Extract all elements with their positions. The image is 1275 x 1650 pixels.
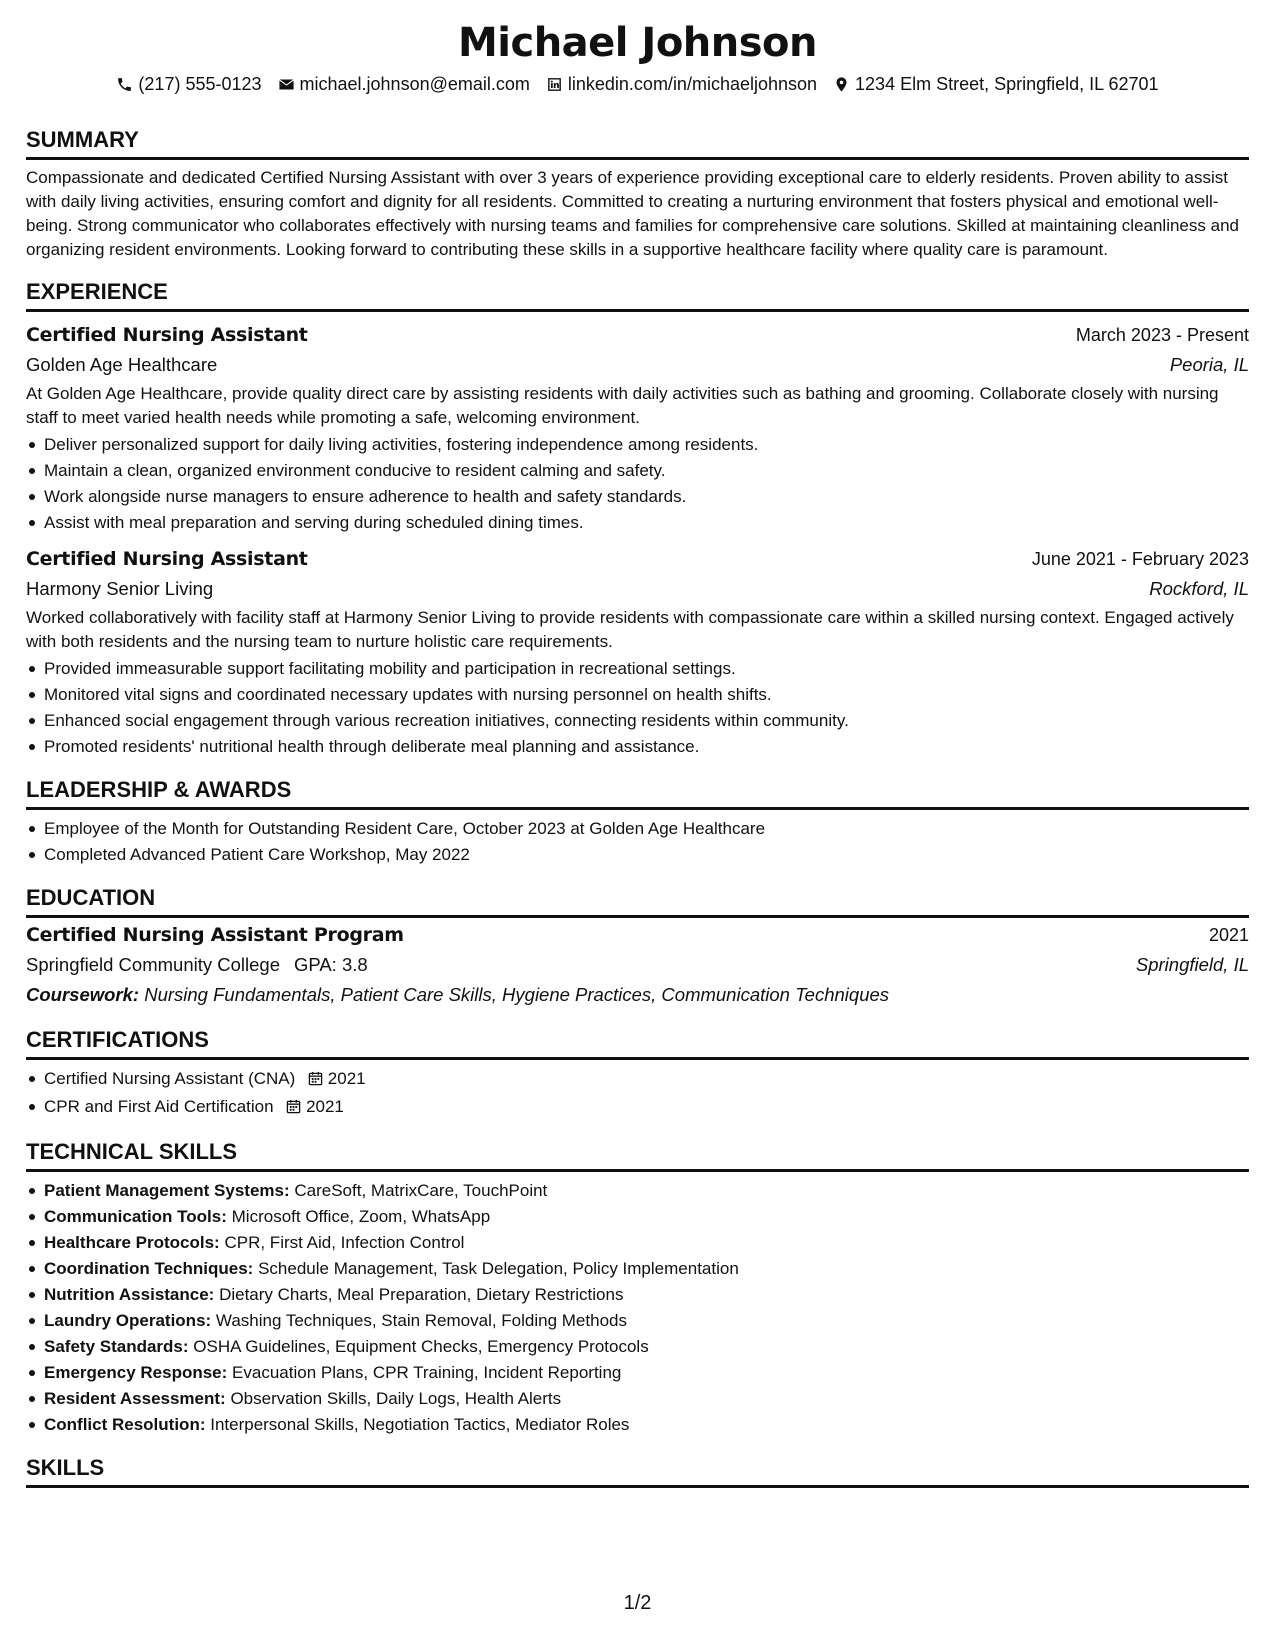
list-item (26, 1256, 1249, 1282)
education-gpa: GPA: 3.8 (293, 954, 368, 975)
job-title: Certified Nursing Assistant (26, 548, 308, 570)
page-number: 1/2 (623, 1592, 652, 1614)
map-pin-icon (833, 76, 850, 93)
job-description: Worked collaboratively with facility staff at Harmony Senior Living to provide residents with compassionate care within a skilled nursing context. Engaged actively with both residents and the nursing team to nurture holistic care requirements. (26, 608, 1234, 651)
skill-label: Coordination Techniques: (44, 1259, 254, 1278)
phone-text: (217) 555-0123 (138, 74, 262, 94)
section-title-technical-skills: TECHNICAL SKILLS (26, 1138, 1249, 1172)
skill-value: Evacuation Plans, CPR Training, Incident Reporting (232, 1363, 622, 1382)
job-entry (26, 544, 1249, 760)
job-dates: June 2021 - February 2023 (1031, 549, 1249, 569)
list-item (26, 1334, 1249, 1360)
list-item: Maintain a clean, organized environment conducive to resident calming and safety. (26, 458, 1249, 484)
skill-label: Resident Assessment: (44, 1389, 226, 1408)
contact-email[interactable] (278, 72, 530, 96)
calendar-icon (308, 1068, 323, 1094)
awards-section (26, 776, 1249, 868)
list-item: Work alongside nurse managers to ensure adherence to health and safety standards. (26, 484, 1249, 510)
section-title-experience: EXPERIENCE (26, 278, 1249, 312)
skill-label: Conflict Resolution: (44, 1415, 206, 1434)
phone-icon (116, 76, 133, 93)
section-title-certifications: CERTIFICATIONS (26, 1026, 1249, 1060)
section-title-education: EDUCATION (26, 884, 1249, 918)
skill-value: Dietary Charts, Meal Preparation, Dietary Restrictions (219, 1285, 624, 1304)
section-title-awards: LEADERSHIP & AWARDS (26, 776, 1249, 810)
linkedin-text: linkedin.com/in/michaeljohnson (567, 74, 818, 94)
skill-label: Nutrition Assistance: (44, 1285, 215, 1304)
technical-skills-section (26, 1138, 1249, 1438)
job-description: At Golden Age Healthcare, provide quality direct care by assisting residents with daily activities such as bathing and grooming. Collaborate closely with nursing staff to meet varied health needs while promoting a safe, welcoming environment. (26, 384, 1219, 427)
certifications-section (26, 1026, 1249, 1122)
skill-label: Emergency Response: (44, 1363, 228, 1382)
skill-label: Patient Management Systems: (44, 1181, 290, 1200)
coursework-text: Nursing Fundamentals, Patient Care Skills, Hygiene Practices, Communication Techniques (144, 984, 890, 1005)
experience-section (26, 278, 1249, 760)
list-item (26, 1386, 1249, 1412)
list-item (26, 1230, 1249, 1256)
skills-section (26, 1454, 1249, 1488)
list-item: Monitored vital signs and coordinated necessary updates with nursing personnel on health shifts. (26, 682, 1249, 708)
section-title-summary: SUMMARY (26, 126, 1249, 160)
address-text: 1234 Elm Street, Springfield, IL 62701 (855, 74, 1159, 94)
list-item (26, 1308, 1249, 1334)
summary-section (26, 126, 1249, 262)
skill-value: CareSoft, MatrixCare, TouchPoint (294, 1181, 548, 1200)
list-item: Deliver personalized support for daily living activities, fostering independence among residents. (26, 432, 1249, 458)
education-section (26, 884, 1249, 1010)
contact-linkedin[interactable] (546, 72, 817, 96)
email-text: michael.johnson@email.com (299, 74, 530, 94)
candidate-name: Michael Johnson (457, 20, 818, 66)
list-item (26, 1204, 1249, 1230)
certifications-list (26, 1066, 1249, 1122)
contact-address (833, 72, 1159, 96)
list-item (26, 1094, 1249, 1122)
job-location: Rockford, IL (1149, 578, 1249, 599)
certification-year: 2021 (327, 1069, 366, 1088)
linkedin-icon (546, 76, 563, 93)
list-item (26, 1412, 1249, 1438)
summary-text: Compassionate and dedicated Certified Nursing Assistant with over 3 years of experience providing exceptional care to elderly residents. Proven ability to assist with daily living activities, ensuring comfort and dignity for all residents. Committed to creating a nurturing environment that fosters physical and emotional well-being. Strong communicator who collaborates effectively with nursing teams and families for comprehensive care solutions. Skilled at maintaining cleanliness and organizing resident environments. Looking forward to contributing these skills in a supportive healthcare facility where quality care is paramount. (26, 168, 1239, 259)
job-dates: March 2023 - Present (1075, 325, 1249, 345)
list-item: Completed Advanced Patient Care Workshop, May 2022 (26, 842, 1249, 868)
coursework-label: Coursework: (26, 984, 140, 1005)
list-item (26, 1178, 1249, 1204)
list-item: Employee of the Month for Outstanding Resident Care, October 2023 at Golden Age Healthcare (26, 816, 1249, 842)
education-year: 2021 (1208, 925, 1249, 945)
job-location: Peoria, IL (1169, 354, 1249, 375)
skill-label: Communication Tools: (44, 1207, 227, 1226)
education-coursework (26, 980, 1249, 1010)
section-title-skills: SKILLS (26, 1454, 1249, 1488)
list-item (26, 1066, 1249, 1094)
job-bullets (26, 656, 1249, 760)
education-program: Certified Nursing Assistant Program (26, 924, 404, 946)
skill-value: OSHA Guidelines, Equipment Checks, Emergency Protocols (193, 1337, 649, 1356)
education-school-line (26, 950, 368, 980)
skill-value: Microsoft Office, Zoom, WhatsApp (231, 1207, 491, 1226)
list-item: Promoted residents' nutritional health through deliberate meal planning and assistance. (26, 734, 1249, 760)
list-item (26, 1282, 1249, 1308)
contact-bar (26, 72, 1249, 96)
resume-page (26, 18, 1249, 1488)
calendar-icon (286, 1096, 301, 1122)
skill-label: Healthcare Protocols: (44, 1233, 220, 1252)
list-item: Assist with meal preparation and serving during scheduled dining times. (26, 510, 1249, 536)
contact-phone[interactable] (116, 72, 261, 96)
job-entry (26, 320, 1249, 536)
skill-value: Washing Techniques, Stain Removal, Folding Methods (215, 1311, 627, 1330)
certification-year: 2021 (306, 1097, 344, 1116)
awards-list (26, 816, 1249, 868)
education-school: Springfield Community College (26, 954, 280, 975)
list-item (26, 1360, 1249, 1386)
skill-value: Observation Skills, Daily Logs, Health Alerts (230, 1389, 562, 1408)
list-item: Enhanced social engagement through various recreation initiatives, connecting residents within community. (26, 708, 1249, 734)
skill-label: Safety Standards: (44, 1337, 189, 1356)
job-title: Certified Nursing Assistant (26, 324, 308, 346)
certification-name: CPR and First Aid Certification (44, 1097, 274, 1116)
envelope-icon (278, 76, 295, 93)
job-bullets (26, 432, 1249, 536)
technical-skills-list (26, 1178, 1249, 1438)
skill-value: Schedule Management, Task Delegation, Policy Implementation (258, 1259, 739, 1278)
list-item: Provided immeasurable support facilitating mobility and participation in recreational settings. (26, 656, 1249, 682)
job-company: Harmony Senior Living (26, 578, 214, 599)
skill-value: CPR, First Aid, Infection Control (224, 1233, 465, 1252)
education-location: Springfield, IL (1135, 954, 1249, 975)
certification-name: Certified Nursing Assistant (CNA) (44, 1069, 296, 1088)
skill-value: Interpersonal Skills, Negotiation Tactics, Mediator Roles (210, 1415, 630, 1434)
job-company: Golden Age Healthcare (26, 354, 218, 375)
skill-label: Laundry Operations: (44, 1311, 212, 1330)
